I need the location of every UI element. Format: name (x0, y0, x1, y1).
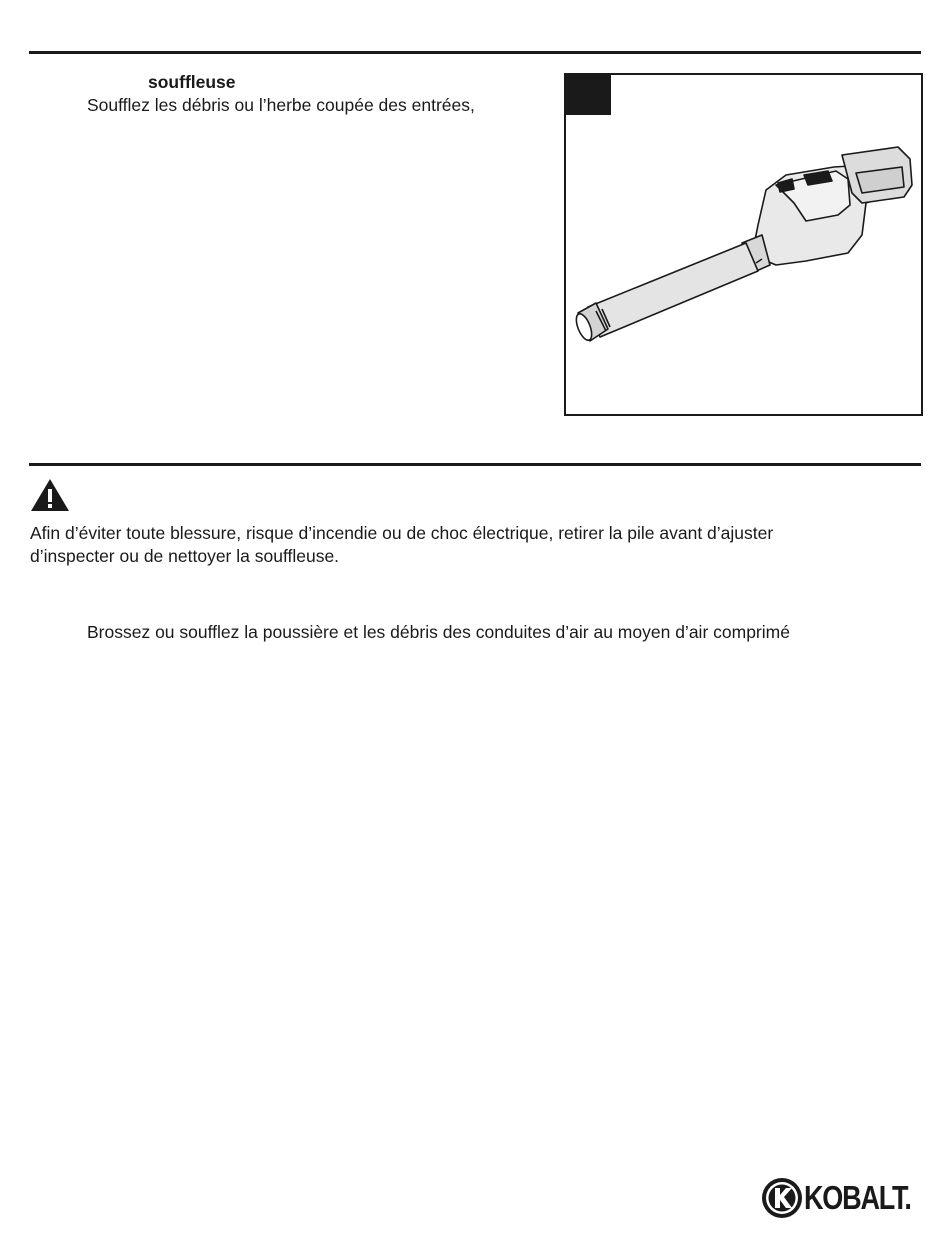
warning-rule (29, 463, 921, 466)
kobalt-emblem-icon (760, 1176, 804, 1220)
warning-triangle-icon (30, 478, 70, 517)
top-rule (29, 51, 921, 54)
maintenance-text: Brossez ou soufflez la poussière et les débris des conduites d’air au moyen d’air comprimé (87, 622, 790, 642)
section-heading: souffleuse (148, 72, 236, 92)
figure-frame (564, 73, 923, 416)
leaf-blower-illustration (566, 75, 921, 414)
kobalt-logo-text: KOBALT. (804, 1179, 911, 1216)
warning-text-line-1: Afin d’éviter toute blessure, risque d’incendie ou de choc électrique, retirer la pile avant d’ajuster (30, 523, 774, 543)
section-text: Soufflez les débris ou l’herbe coupée des entrées, (87, 95, 475, 115)
kobalt-logo (760, 1176, 924, 1220)
warning-text-line-2: d’inspecter ou de nettoyer la souffleuse. (30, 546, 340, 566)
